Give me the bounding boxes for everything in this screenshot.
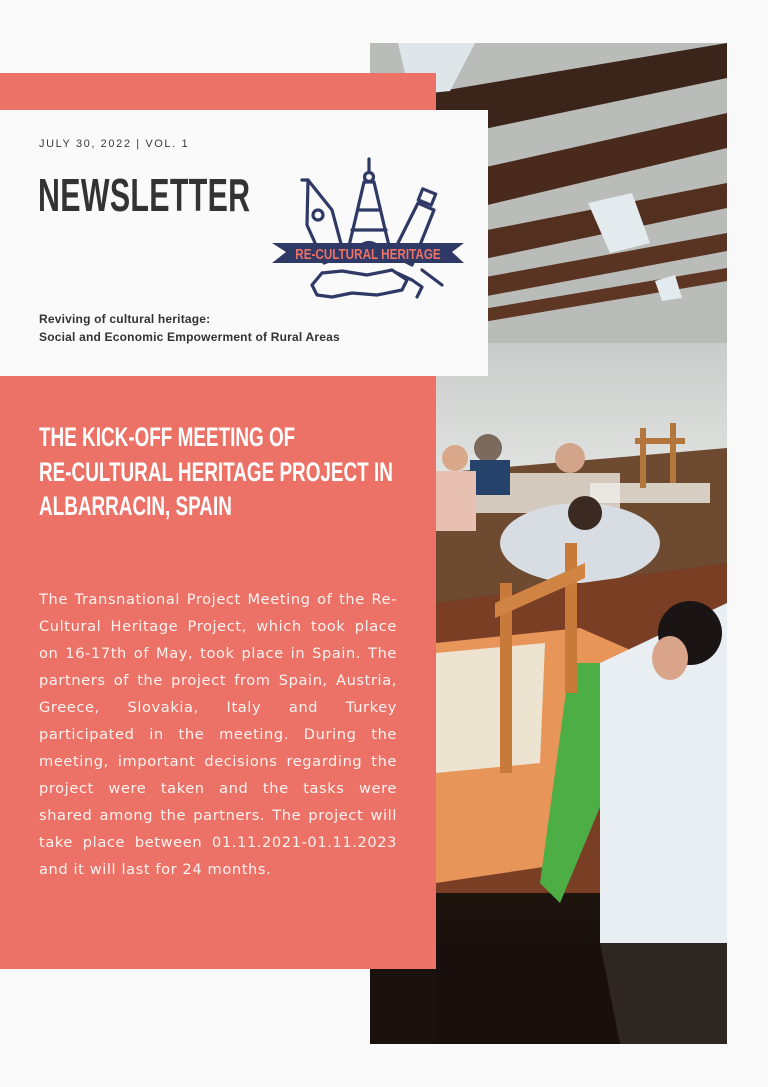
subtitle: [39, 310, 340, 346]
article-panel: [0, 376, 436, 969]
top-accent-band: [0, 73, 436, 110]
headline-line-2: RE-CULTURAL HERITAGE PROJECT IN: [39, 456, 393, 487]
page-title: NEWSLETTER: [38, 169, 251, 221]
headline-line-1: THE KICK-OFF MEETING OF: [39, 422, 296, 452]
header-card: [0, 110, 488, 376]
headline-line-3: ALBARRACIN, SPAIN: [39, 491, 232, 521]
article-body: The Transnational Project Meeting of the Re-Cultural Heritage Project, which took place on 16-17th of May, took place in Spain. The partners of the project from Spain, Austria, Greece, Slovakia, Italy and Turkey participated in the meeting. During the meeting, important decisions regarding the project were taken and the tasks were shared among the partners. The project will take place between 01.11.2021-01.11.2023 and it will last for 24 months.: [39, 590, 397, 878]
svg-text:RE-CULTURAL HERITAGE: RE-CULTURAL HERITAGE: [295, 245, 441, 263]
subtitle-line-1: Reviving of cultural heritage:: [39, 312, 211, 326]
article-headline: [39, 420, 403, 524]
subtitle-line-2: Social and Economic Empowerment of Rural Areas: [39, 330, 340, 344]
dateline: JULY 30, 2022 | VOL. 1: [39, 138, 190, 150]
project-logo: [272, 155, 472, 305]
landmarks-logo-icon: [272, 155, 472, 305]
